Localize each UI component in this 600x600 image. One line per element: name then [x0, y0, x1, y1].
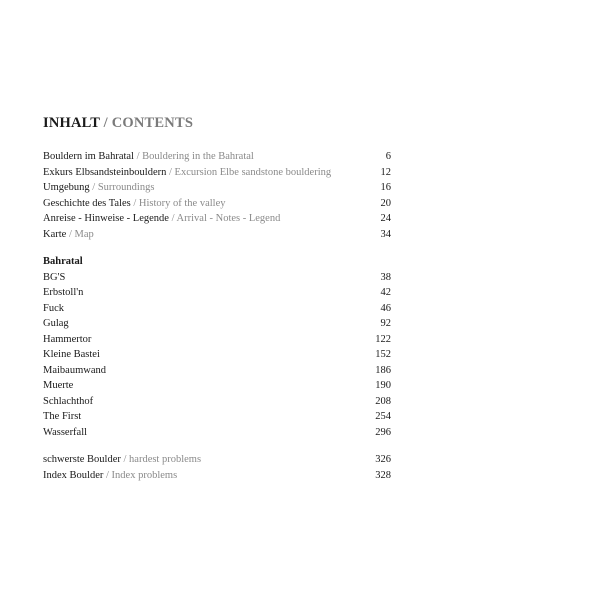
toc-entry[interactable] — [43, 332, 391, 348]
entry-subtitle: Surroundings — [97, 182, 155, 193]
entry-page: 20 — [380, 197, 391, 209]
entry-page: 186 — [375, 364, 391, 376]
toc-entry[interactable] — [43, 227, 391, 243]
entry-page: 6 — [385, 151, 391, 162]
entry-subtitle: Index problems — [111, 469, 178, 481]
entry-page: 42 — [380, 287, 391, 298]
entry-title: schwerste Boulder — [43, 454, 121, 465]
table-of-contents — [43, 112, 391, 483]
entry-subtitle: Excursion Elbe sandstone bouldering — [174, 166, 332, 178]
entry-separator: / — [168, 213, 177, 224]
entry-subtitle: History of the valley — [138, 197, 226, 209]
entry-title: Muerte — [43, 380, 74, 391]
entry-page: 24 — [380, 213, 391, 224]
entry-separator: / — [130, 197, 139, 209]
page-title — [43, 112, 391, 134]
toc-entry[interactable] — [43, 363, 391, 379]
entry-subtitle: Map — [74, 228, 94, 240]
spacer — [43, 440, 391, 452]
areas-list — [43, 270, 391, 441]
entry-separator: / — [103, 469, 112, 481]
toc-entry[interactable] — [43, 425, 391, 441]
entry-page: 16 — [380, 182, 391, 193]
entry-page: 208 — [375, 395, 391, 407]
toc-entry[interactable] — [43, 270, 391, 286]
entry-page: 46 — [380, 302, 391, 314]
entry-title: Gulag — [43, 318, 69, 329]
toc-entry[interactable] — [43, 285, 391, 301]
toc-entry[interactable] — [43, 347, 391, 363]
entry-separator: / — [120, 454, 130, 465]
entry-page: 38 — [380, 271, 391, 283]
entry-title: Karte — [43, 228, 67, 240]
toc-entry[interactable] — [43, 394, 391, 410]
entry-separator: / — [166, 166, 175, 178]
title-separator: / — [99, 115, 112, 131]
entry-page: 190 — [375, 380, 391, 391]
entry-title: Umgebung — [43, 182, 90, 193]
entry-page: 92 — [380, 318, 391, 329]
entry-subtitle: Bouldering in the Bahratal — [142, 151, 254, 162]
toc-entry[interactable] — [43, 316, 391, 332]
entry-title: Kleine Bastei — [43, 349, 100, 360]
entry-page: 296 — [375, 426, 391, 438]
toc-entry[interactable] — [43, 196, 391, 212]
entry-title: Schlachthof — [43, 395, 94, 407]
entry-title: Geschichte des Tales — [43, 197, 131, 209]
entry-title: Erbstoll'n — [43, 287, 84, 298]
entry-title: Hammertor — [43, 333, 92, 345]
toc-entry[interactable] — [43, 211, 391, 227]
entry-page: 328 — [375, 469, 391, 481]
intro-list — [43, 149, 391, 242]
entry-title: Anreise - Hinweise - Legende — [43, 213, 169, 224]
toc-entry[interactable] — [43, 301, 391, 317]
section-title: Bahratal — [43, 256, 83, 267]
title-german: INHALT — [43, 115, 100, 131]
toc-entry[interactable] — [43, 378, 391, 394]
toc-entry[interactable] — [43, 149, 391, 165]
entry-title: Index Boulder — [43, 469, 104, 481]
toc-entry[interactable] — [43, 165, 391, 181]
entry-page: 152 — [375, 349, 391, 360]
toc-entry[interactable] — [43, 452, 391, 468]
entry-separator: / — [89, 182, 98, 193]
entry-title: BG'S — [43, 271, 66, 283]
title-english: CONTENTS — [111, 115, 194, 131]
toc-entry[interactable] — [43, 468, 391, 484]
entry-page: 326 — [375, 454, 391, 465]
entry-page: 12 — [380, 166, 391, 178]
entry-page: 34 — [380, 228, 391, 240]
entry-title: Fuck — [43, 302, 64, 314]
entry-separator: / — [133, 151, 143, 162]
entry-page: 122 — [375, 333, 391, 345]
entry-title: Maibaumwand — [43, 364, 106, 376]
toc-entry[interactable] — [43, 409, 391, 425]
appendix-list — [43, 452, 391, 483]
entry-subtitle: hardest problems — [129, 454, 202, 465]
entry-title: Wasserfall — [43, 426, 88, 438]
entry-title: Exkurs Elbsandsteinbouldern — [43, 166, 167, 178]
entry-subtitle: Arrival - Notes - Legend — [176, 213, 281, 224]
entry-page: 254 — [375, 411, 391, 422]
entry-title: The First — [43, 411, 82, 422]
entry-separator: / — [66, 228, 75, 240]
entry-title: Bouldern im Bahratal — [43, 151, 134, 162]
toc-entry[interactable] — [43, 180, 391, 196]
